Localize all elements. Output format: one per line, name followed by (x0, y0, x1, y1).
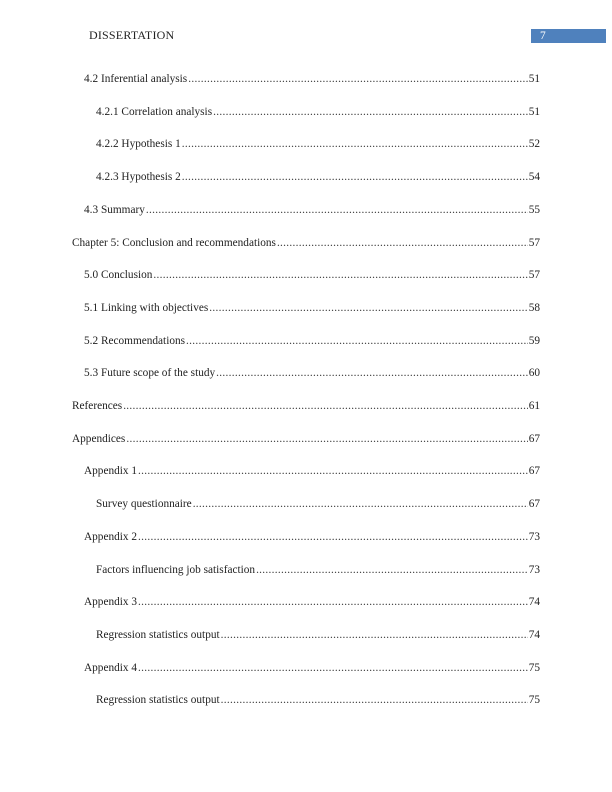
toc-entry-page-number: 58 (528, 301, 540, 314)
toc-entry-page-number: 74 (528, 596, 540, 609)
toc-entry-page-number: 59 (528, 334, 540, 347)
toc-entry[interactable] (96, 136, 540, 152)
toc-entry-label: 5.3 Future scope of the study (84, 367, 216, 380)
toc-entry[interactable] (84, 463, 540, 479)
toc-entry-page-number: 61 (528, 400, 540, 412)
toc-dot-leader (209, 300, 527, 316)
toc-dot-leader (123, 398, 528, 414)
toc-entry-label: Appendix 4 (84, 661, 138, 674)
toc-entry-label: Appendix 1 (84, 465, 138, 478)
toc-entry-label: 5.1 Linking with objectives (84, 301, 209, 314)
page-number: 7 (540, 30, 546, 42)
toc-entry-label: References (72, 400, 123, 412)
running-header-title: DISSERTATION (89, 28, 175, 42)
toc-entry[interactable] (72, 398, 540, 414)
toc-entry-page-number: 57 (528, 236, 540, 249)
toc-entry-label: Regression statistics output (96, 694, 220, 707)
toc-entry[interactable] (96, 562, 540, 578)
toc-entry-page-number: 52 (528, 138, 540, 151)
toc-entry[interactable] (72, 431, 540, 447)
toc-entry[interactable] (84, 300, 540, 316)
toc-dot-leader (126, 431, 527, 447)
toc-dot-leader (221, 692, 528, 708)
page-number-badge (531, 29, 606, 43)
toc-dot-leader (153, 267, 527, 283)
toc-dot-leader (146, 202, 528, 218)
toc-dot-leader (182, 169, 528, 185)
toc-dot-leader (138, 463, 528, 479)
toc-dot-leader (138, 660, 528, 676)
toc-entry-label: 4.2.2 Hypothesis 1 (96, 138, 181, 151)
toc-entry-page-number: 60 (528, 367, 540, 380)
toc-entry[interactable] (84, 267, 540, 283)
toc-entry-page-number: 67 (528, 465, 540, 478)
toc-entry-page-number: 75 (528, 694, 540, 707)
toc-entry-page-number: 57 (528, 269, 540, 282)
toc-entry[interactable] (84, 71, 540, 87)
toc-entry-label: Appendices (72, 432, 126, 445)
toc-entry-label: 4.2.1 Correlation analysis (96, 105, 213, 118)
toc-entry-label: 4.3 Summary (84, 203, 145, 216)
toc-entry-label: Appendix 2 (84, 530, 138, 543)
toc-dot-leader (182, 136, 528, 152)
toc-entry-label: 4.2 Inferential analysis (84, 73, 188, 85)
toc-entry-page-number: 74 (528, 628, 540, 641)
toc-dot-leader (277, 235, 528, 251)
toc-entry-label: 5.0 Conclusion (84, 269, 153, 282)
toc-dot-leader (186, 333, 528, 349)
toc-entry-page-number: 55 (528, 203, 540, 216)
toc-entry-page-number: 67 (528, 432, 540, 445)
toc-entry-label: 4.2.3 Hypothesis 2 (96, 171, 181, 184)
toc-entry[interactable] (96, 496, 540, 512)
toc-entry[interactable] (72, 235, 540, 251)
toc-entry[interactable] (96, 104, 540, 120)
toc-entry[interactable] (84, 333, 540, 349)
toc-entry-page-number: 73 (528, 530, 540, 543)
toc-entry[interactable] (84, 529, 540, 545)
toc-entry-page-number: 67 (528, 498, 540, 511)
toc-dot-leader (213, 104, 528, 120)
toc-entry-label: Regression statistics output (96, 628, 220, 641)
toc-entry[interactable] (84, 202, 540, 218)
toc-entry-label: Factors influencing job satisfaction (96, 563, 256, 576)
toc-entry-page-number: 54 (528, 171, 540, 184)
toc-dot-leader (138, 594, 528, 610)
toc-entry-label: Survey questionnaire (96, 498, 192, 511)
toc-dot-leader (221, 627, 528, 643)
toc-dot-leader (138, 529, 528, 545)
toc-dot-leader (256, 562, 528, 578)
toc-entry-page-number: 73 (528, 563, 540, 576)
toc-entry[interactable] (96, 169, 540, 185)
toc-entry-page-number: 51 (528, 105, 540, 118)
toc-entry[interactable] (96, 692, 540, 708)
toc-entry[interactable] (84, 594, 540, 610)
toc-entry-label: Chapter 5: Conclusion and recommendations (72, 236, 276, 249)
toc-entry[interactable] (84, 660, 540, 676)
toc-entry-page-number: 51 (528, 73, 540, 85)
toc-entry[interactable] (96, 627, 540, 643)
toc-dot-leader (188, 71, 527, 87)
toc-entry-page-number: 75 (528, 661, 540, 674)
toc-dot-leader (216, 365, 528, 381)
toc-entry[interactable] (84, 365, 540, 381)
toc-entry-label: Appendix 3 (84, 596, 138, 609)
toc-entry-label: 5.2 Recommendations (84, 334, 186, 347)
toc-dot-leader (193, 496, 528, 512)
